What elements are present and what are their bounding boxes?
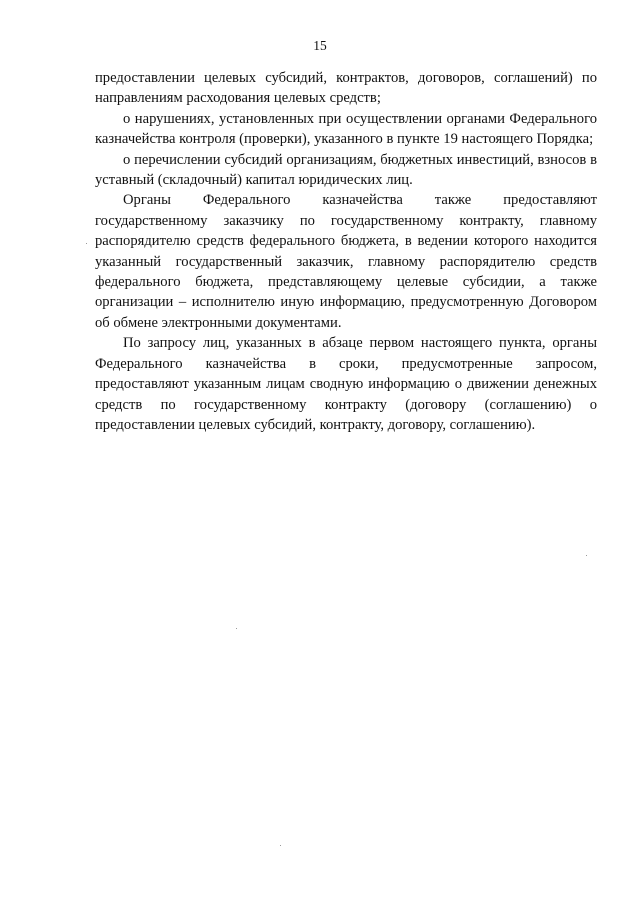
paragraph-violations: о нарушениях, установленных при осуществлении органами Федерального казначейства контроля (проверки), указанного в пункте 19 настоящего Порядка; (95, 110, 597, 148)
paragraph-continuation: предоставлении целевых субсидий, контрактов, договоров, соглашений) по направлениям расходования целевых средств; (95, 70, 597, 107)
page-number: 15 (313, 38, 327, 53)
scan-speck (236, 628, 237, 629)
scan-speck (586, 555, 587, 556)
paragraph-request-info: По запросу лиц, указанных в абзаце первом настоящего пункта, органы Федерального казначейства в сроки, предусмотренные запросом, предоставляют указанным лицам сводную информацию о движении денежных средств по государственному контракту (договору (соглашению) о предоставлении целевых субсидий, контракту, договору, соглашению). (95, 335, 597, 433)
paragraph-treasury-info: Органы Федерального казначейства также предоставляют государственному заказчику по государственному контракту, главному распорядителю средств федерального бюджета, в ведении которого находится указанный государственный заказчик, главному распорядителю средств федерального бюджета, представляющему целевые субсидии, а также организации – исполнителю иную информацию, предусмотренную Договором об обмене электронными документами. (95, 192, 597, 331)
scan-speck (280, 845, 281, 846)
scan-speck (86, 243, 87, 244)
paragraph-transfers: о перечислении субсидий организациям, бюджетных инвестиций, взносов в уставный (складочный) капитал юридических лиц. (95, 151, 597, 189)
document-body (95, 68, 597, 435)
